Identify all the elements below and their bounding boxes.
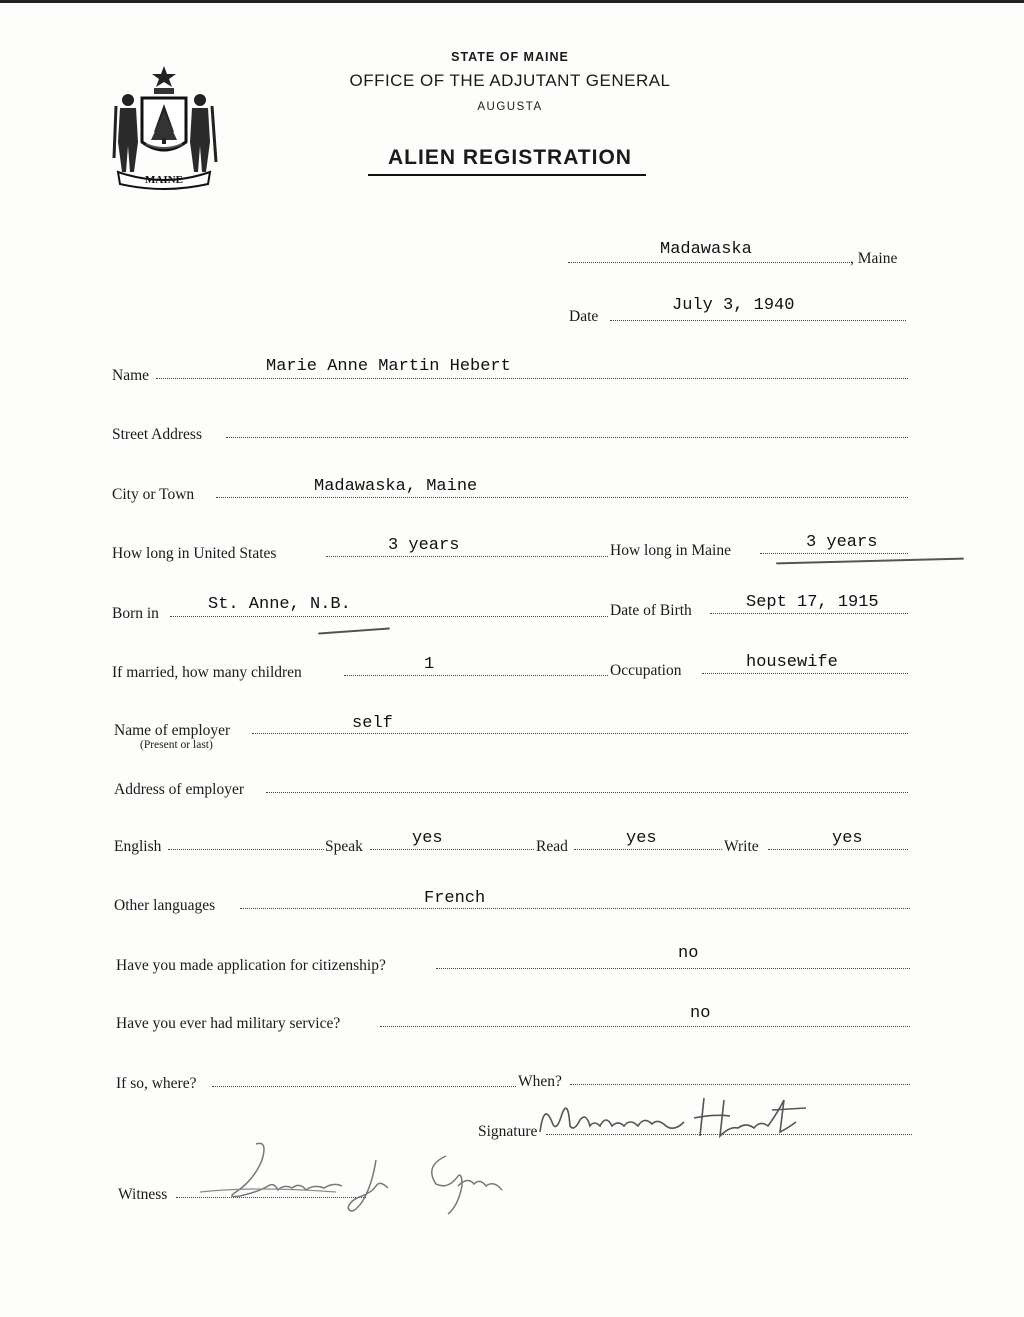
city-heading: AUGUSTA	[477, 101, 543, 113]
other-languages-value: French	[424, 889, 486, 908]
occupation-label: Occupation	[610, 662, 682, 679]
how-long-maine-label: How long in Maine	[610, 542, 731, 559]
english-label: English	[114, 838, 162, 855]
when-label: When?	[518, 1073, 562, 1090]
top-border	[0, 0, 1024, 3]
speak-label: Speak	[325, 838, 363, 855]
city-town-value: Madawaska, Maine	[314, 477, 478, 496]
signature-handwriting	[534, 1092, 824, 1144]
date-of-birth-label: Date of Birth	[610, 602, 692, 619]
office-heading: OFFICE OF THE ADJUTANT GENERAL	[349, 71, 671, 90]
citizenship-value: no	[678, 944, 699, 963]
children-label: If married, how many children	[112, 664, 302, 681]
form-title: ALIEN REGISTRATION	[388, 146, 632, 169]
name-label: Name	[112, 367, 150, 384]
state-heading: STATE OF MAINE	[451, 50, 569, 64]
military-label: Have you ever had military service?	[116, 1015, 341, 1032]
location-value: Madawaska	[660, 240, 752, 259]
occupation-value: housewife	[746, 653, 838, 672]
title-underline	[368, 174, 646, 176]
born-in-label: Born in	[112, 605, 159, 622]
write-line	[768, 849, 908, 850]
speak-line	[370, 849, 534, 850]
children-line	[344, 675, 608, 676]
occupation-line	[702, 673, 908, 674]
employer-line	[252, 733, 908, 734]
city-town-label: City or Town	[112, 486, 195, 503]
date-value: July 3, 1940	[672, 296, 795, 315]
city-town-line	[216, 497, 908, 498]
english-line	[168, 849, 324, 850]
pencil-stroke	[318, 627, 390, 634]
employer-label: Name of employer	[114, 722, 231, 739]
location-line	[568, 262, 850, 263]
speak-value: yes	[412, 829, 443, 848]
date-label: Date	[569, 308, 599, 325]
read-label: Read	[536, 838, 568, 855]
military-value: no	[690, 1004, 711, 1023]
read-line	[574, 849, 722, 850]
citizenship-line	[436, 968, 910, 969]
witness-label: Witness	[118, 1186, 168, 1203]
other-languages-label: Other languages	[114, 897, 216, 914]
how-long-maine-line	[760, 553, 908, 554]
name-line	[156, 378, 908, 379]
military-line	[380, 1026, 910, 1027]
name-value: Marie Anne Martin Hebert	[266, 357, 511, 376]
children-value: 1	[424, 655, 435, 674]
read-value: yes	[626, 829, 657, 848]
employer-value: self	[352, 714, 393, 733]
maine-state-seal-icon	[108, 62, 220, 190]
write-value: yes	[832, 829, 863, 848]
citizenship-label: Have you made application for citizenship?	[116, 957, 386, 974]
location-suffix: , Maine	[850, 250, 898, 267]
when-line	[570, 1084, 910, 1085]
street-address-line	[226, 437, 908, 438]
how-long-us-line	[326, 556, 608, 557]
how-long-us-label: How long in United States	[112, 545, 277, 562]
other-languages-line	[240, 908, 910, 909]
date-of-birth-value: Sept 17, 1915	[746, 593, 879, 612]
how-long-us-value: 3 years	[388, 536, 460, 555]
how-long-maine-value: 3 years	[806, 533, 878, 552]
born-in-value: St. Anne, N.B.	[208, 595, 351, 614]
witness-handwriting	[196, 1136, 516, 1222]
where-label: If so, where?	[116, 1075, 197, 1092]
signature-label: Signature	[478, 1123, 538, 1140]
pencil-stroke	[776, 558, 964, 565]
write-label: Write	[724, 838, 759, 855]
date-of-birth-line	[710, 613, 908, 614]
date-line	[610, 320, 906, 321]
employer-sublabel: (Present or last)	[140, 739, 213, 751]
seal-banner-text: MAINE	[145, 174, 183, 186]
street-address-label: Street Address	[112, 426, 202, 443]
employer-address-line	[266, 792, 908, 793]
born-in-line	[170, 616, 608, 617]
where-line	[212, 1086, 516, 1087]
employer-address-label: Address of employer	[114, 781, 244, 798]
